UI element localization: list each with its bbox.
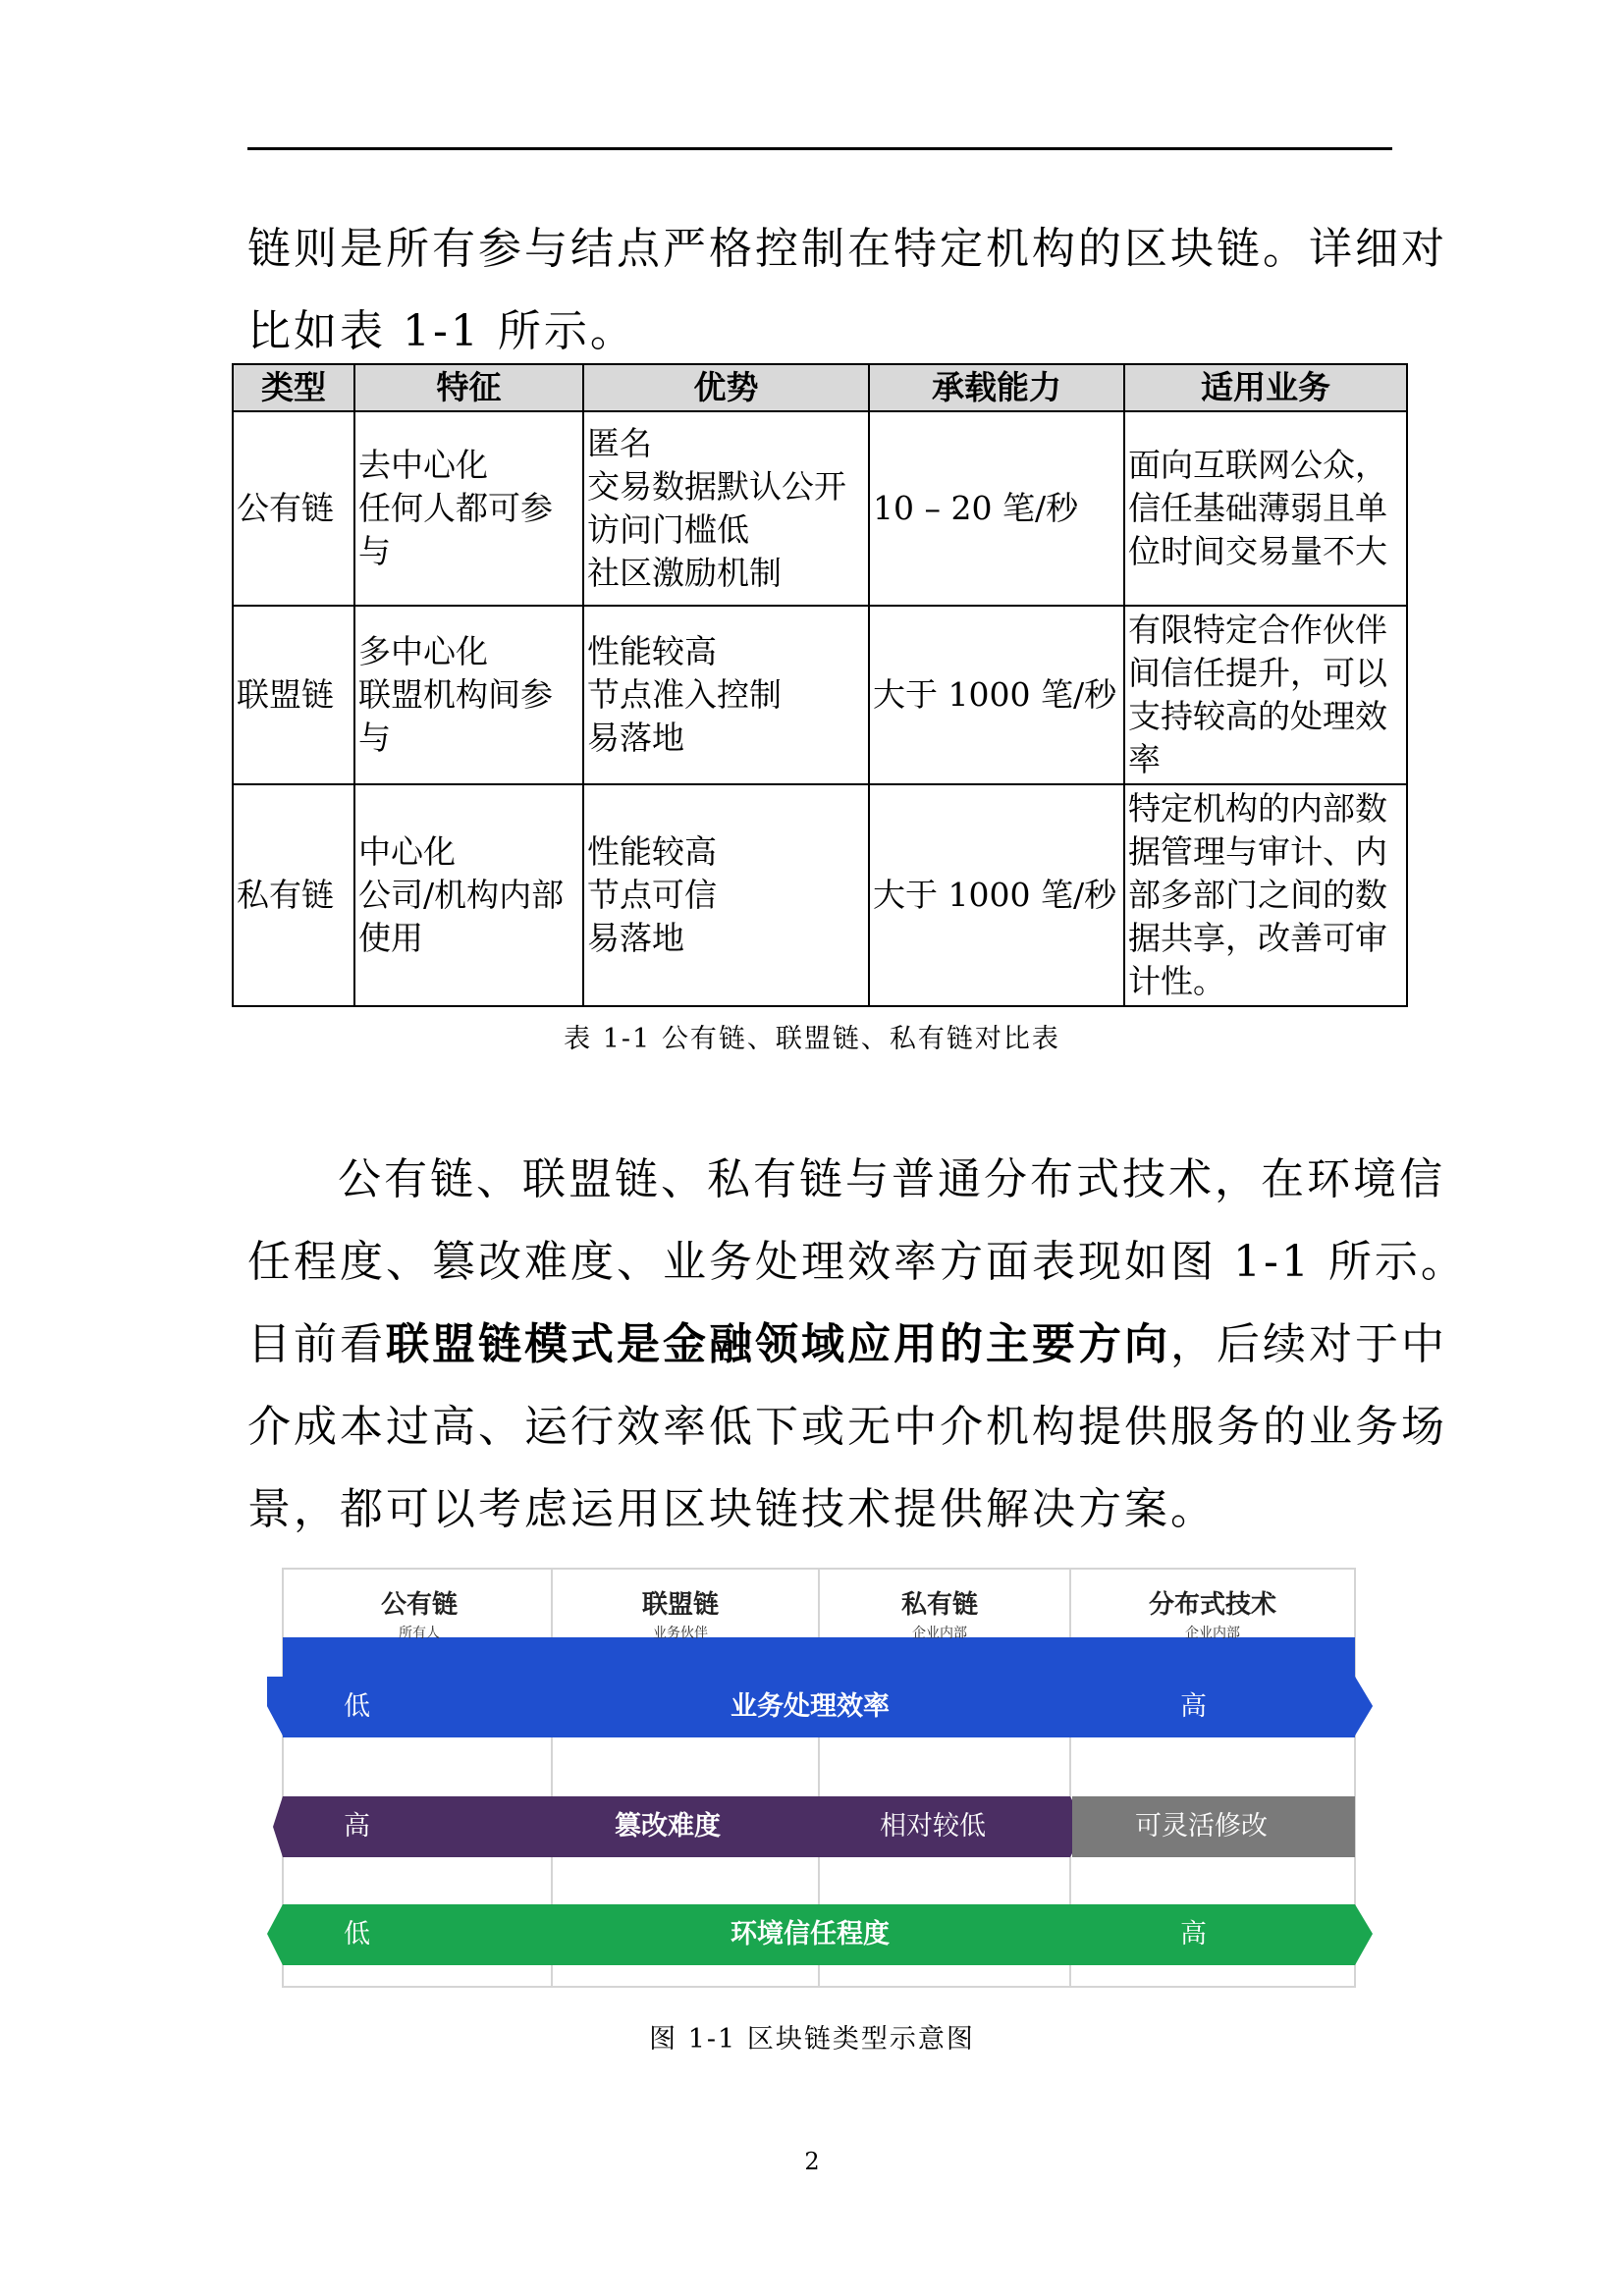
column-header-distributed: [1080, 1584, 1345, 1642]
cell-advantages: 性能较高 节点可信 易落地: [583, 784, 869, 1006]
cell-features: 中心化 公司/机构内部使用: [354, 784, 583, 1006]
header-business: 适用业务: [1124, 364, 1407, 411]
efficiency-arrow-right: [1355, 1677, 1373, 1735]
header-rule: [247, 147, 1392, 150]
trust-center-label: 环境信任程度: [731, 1919, 890, 1949]
tamper-center-label: 篡改难度: [615, 1811, 721, 1842]
trust-high-label: 高: [1180, 1919, 1207, 1949]
header-type: 类型: [233, 364, 354, 411]
cell-type: 私有链: [233, 784, 354, 1006]
tamper-arrow-left: [273, 1796, 283, 1857]
cell-business: 面向互联网公众，信任基础薄弱且单位时间交易量不大: [1124, 411, 1407, 606]
table-row: [233, 784, 1407, 1006]
table-row: [233, 411, 1407, 606]
paragraph-line: 链则是所有参与结点严格控制在特定机构的区块链。详细对: [247, 224, 1447, 274]
column-title: 联盟链: [641, 1590, 719, 1620]
tamper-middle-label: 相对较低: [880, 1811, 986, 1842]
cell-features: 去中心化 任何人都可参与: [354, 411, 583, 606]
paragraph-line: 景，都可以考虑运用区块链技术提供解决方案。: [247, 1484, 1217, 1534]
figure-caption: 图 1-1 区块链类型示意图: [649, 2024, 975, 2055]
page-number: 2: [804, 2148, 820, 2175]
intro-paragraph: [247, 208, 1447, 373]
efficiency-high-label: 高: [1180, 1691, 1207, 1722]
column-title: 分布式技术: [1148, 1590, 1276, 1620]
blockchain-type-diagram: [245, 1561, 1394, 2002]
paragraph-line: [247, 1304, 1447, 1386]
cell-capacity: 大于 1000 笔/秒: [869, 606, 1124, 784]
column-subtitle: 所有人: [399, 1626, 440, 1641]
header-features: 特征: [354, 364, 583, 411]
paragraph-line: 公有链、联盟链、私有链与普通分布式技术，在环境信: [338, 1154, 1445, 1204]
table-row: [233, 606, 1407, 784]
trust-arrow-left: [267, 1904, 283, 1965]
trust-low-label: 低: [344, 1919, 370, 1949]
trust-arrow-right: [1355, 1904, 1373, 1965]
cell-type: 联盟链: [233, 606, 354, 784]
tamper-high-label: 高: [344, 1811, 370, 1842]
comparison-table: [232, 363, 1408, 1007]
line-prefix: 目前看: [247, 1319, 386, 1369]
cell-advantages: 匿名 交易数据默认公开 访问门槛低 社区激励机制: [583, 411, 869, 606]
table-header-row: [233, 364, 1407, 411]
column-header-public: [287, 1584, 552, 1642]
column-title: 私有链: [900, 1590, 978, 1620]
column-header-consortium: [548, 1584, 813, 1642]
tamper-flexible-label: 可灵活修改: [1135, 1811, 1268, 1842]
column-title: 公有链: [380, 1590, 458, 1620]
body-paragraph: [247, 1139, 1467, 1551]
header-capacity: 承载能力: [869, 364, 1124, 411]
header-advantages: 优势: [583, 364, 869, 411]
column-header-private: [807, 1584, 1072, 1642]
column-subtitle: 企业内部: [912, 1626, 967, 1641]
line-suffix: ，后续对于中: [1170, 1319, 1447, 1369]
cell-advantages: 性能较高 节点准入控制 易落地: [583, 606, 869, 784]
paragraph-line: 比如表 1-1 所示。: [247, 306, 636, 356]
cell-type: 公有链: [233, 411, 354, 606]
column-subtitle: 企业内部: [1185, 1626, 1240, 1641]
highlighted-text: 联盟链模式是金融领域应用的主要方向: [386, 1319, 1170, 1369]
efficiency-low-label: 低: [344, 1691, 370, 1722]
cell-business: 特定机构的内部数据管理与审计、内部多部门之间的数据共享，改善可审计性。: [1124, 784, 1407, 1006]
table-caption: 表 1-1 公有链、联盟链、私有链对比表: [564, 1024, 1060, 1054]
cell-business: 有限特定合作伙伴间信任提升，可以支持较高的处理效率: [1124, 606, 1407, 784]
cell-features: 多中心化 联盟机构间参与: [354, 606, 583, 784]
paragraph-line: 任程度、篡改难度、业务处理效率方面表现如图 1-1 所示。: [247, 1237, 1467, 1287]
cell-capacity: 10 – 20 笔/秒: [869, 411, 1124, 606]
paragraph-line: 介成本过高、运行效率低下或无中介机构提供服务的业务场: [247, 1402, 1447, 1452]
efficiency-center-label: 业务处理效率: [731, 1691, 890, 1722]
cell-capacity: 大于 1000 笔/秒: [869, 784, 1124, 1006]
column-subtitle: 业务伙伴: [653, 1626, 708, 1641]
